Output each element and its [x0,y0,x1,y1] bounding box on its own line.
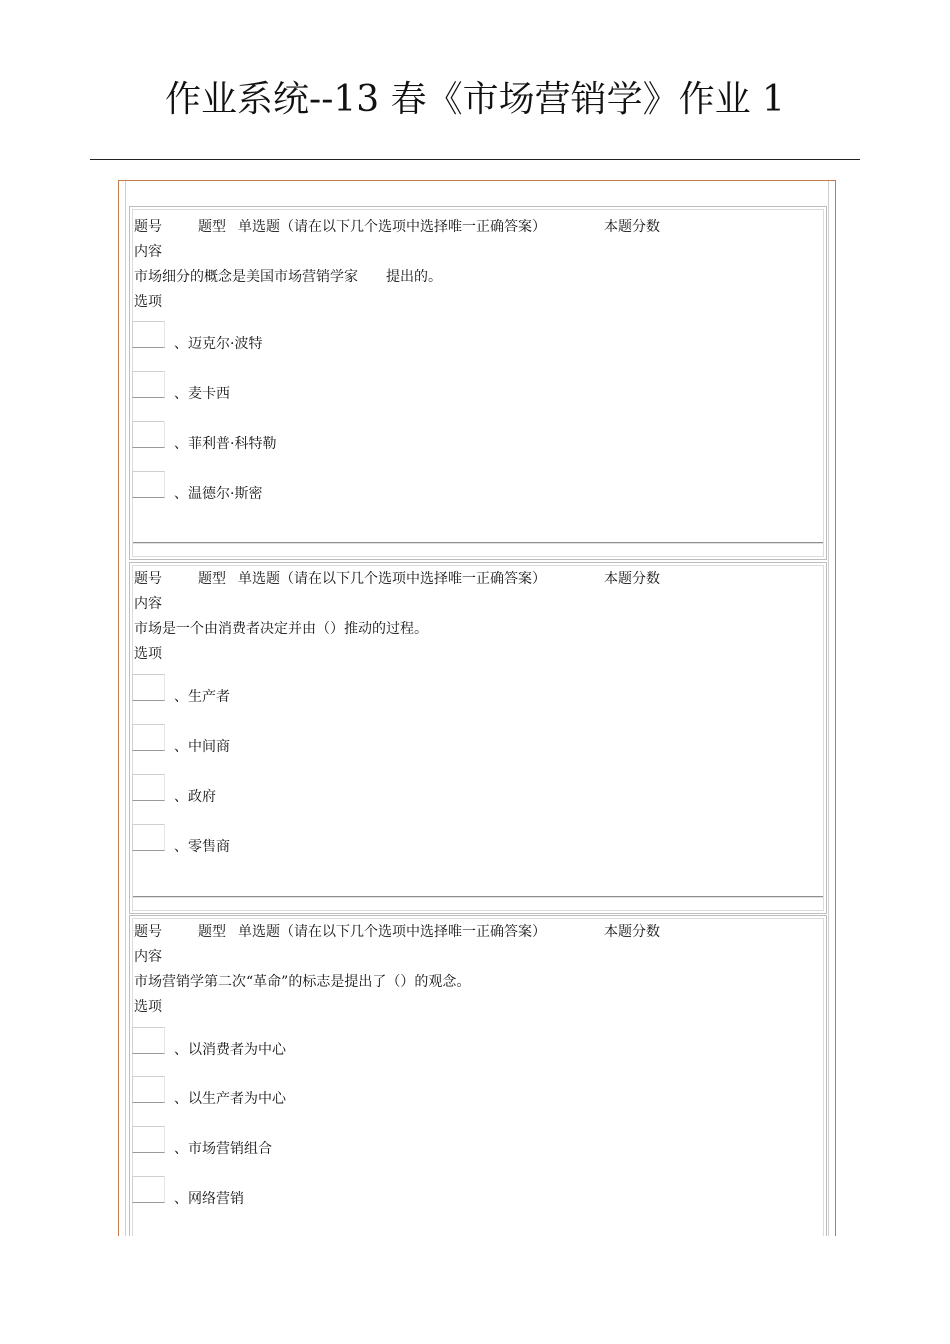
option-1-3[interactable] [132,421,532,451]
option-checkbox[interactable] [132,724,165,751]
option-label: 、以生产者为中心 [174,1091,286,1107]
option-2-4[interactable] [132,824,532,854]
options-label: 选项 [134,999,162,1015]
question-type-label: 题型 [198,219,226,235]
option-checkbox[interactable] [132,371,165,398]
title-divider [90,159,860,160]
question-separator [133,896,823,898]
option-checkbox[interactable] [132,674,165,701]
question-content: 市场是一个由消费者决定并由（）推动的过程。 [134,621,428,637]
option-1-1[interactable] [132,321,532,351]
frame-inner-border-left [125,181,126,1236]
option-1-4[interactable] [132,471,532,501]
question-content: 市场细分的概念是美国市场营销学家 提出的。 [134,269,442,285]
option-label: 、市场营销组合 [174,1141,272,1157]
option-2-3[interactable] [132,774,532,804]
option-checkbox[interactable] [132,1176,165,1203]
question-number-label: 题号 [134,219,162,235]
option-3-2[interactable] [132,1076,532,1106]
option-3-3[interactable] [132,1126,532,1156]
option-label: 、生产者 [174,689,230,705]
question-type-value: 单选题（请在以下几个选项中选择唯一正确答案） [238,219,546,235]
page-title: 作业系统--13 春《市场营销学》作业 1 [165,79,785,120]
option-checkbox[interactable] [132,421,165,448]
question-card-2 [129,562,827,914]
frame-inner-border-right [828,181,829,1236]
option-label: 、政府 [174,789,216,805]
option-checkbox[interactable] [132,774,165,801]
question-score-label: 本题分数 [604,219,660,235]
option-label: 、菲利普·科特勒 [174,436,277,452]
question-score-label: 本题分数 [604,571,660,587]
option-checkbox[interactable] [132,321,165,348]
option-label: 、以消费者为中心 [174,1042,286,1058]
option-2-2[interactable] [132,724,532,754]
question-content: 市场营销学第二次“革命”的标志是提出了（）的观念。 [134,974,471,990]
option-label: 、零售商 [174,839,230,855]
option-3-1[interactable] [132,1027,532,1057]
option-label: 、麦卡西 [174,386,230,402]
content-label: 内容 [134,596,162,612]
option-1-2[interactable] [132,371,532,401]
homework-frame [118,180,836,1236]
question-type-value: 单选题（请在以下几个选项中选择唯一正确答案） [238,924,546,940]
option-label: 、中间商 [174,739,230,755]
option-3-4[interactable] [132,1176,532,1206]
option-label: 、迈克尔·波特 [174,336,263,352]
question-type-value: 单选题（请在以下几个选项中选择唯一正确答案） [238,571,546,587]
question-type-label: 题型 [198,571,226,587]
option-2-1[interactable] [132,674,532,704]
options-label: 选项 [134,294,162,310]
question-card-1 [129,206,827,560]
option-checkbox[interactable] [132,824,165,851]
question-number-label: 题号 [134,571,162,587]
option-label: 、网络营销 [174,1191,244,1207]
question-type-label: 题型 [198,924,226,940]
question-number-label: 题号 [134,924,162,940]
option-label: 、温德尔·斯密 [174,486,263,502]
question-score-label: 本题分数 [604,924,660,940]
content-label: 内容 [134,244,162,260]
options-label: 选项 [134,646,162,662]
option-checkbox[interactable] [132,1126,165,1153]
option-checkbox[interactable] [132,1076,165,1103]
question-separator [133,542,823,544]
content-label: 内容 [134,949,162,965]
option-checkbox[interactable] [132,1027,165,1054]
option-checkbox[interactable] [132,471,165,498]
question-card-3 [129,915,827,1236]
